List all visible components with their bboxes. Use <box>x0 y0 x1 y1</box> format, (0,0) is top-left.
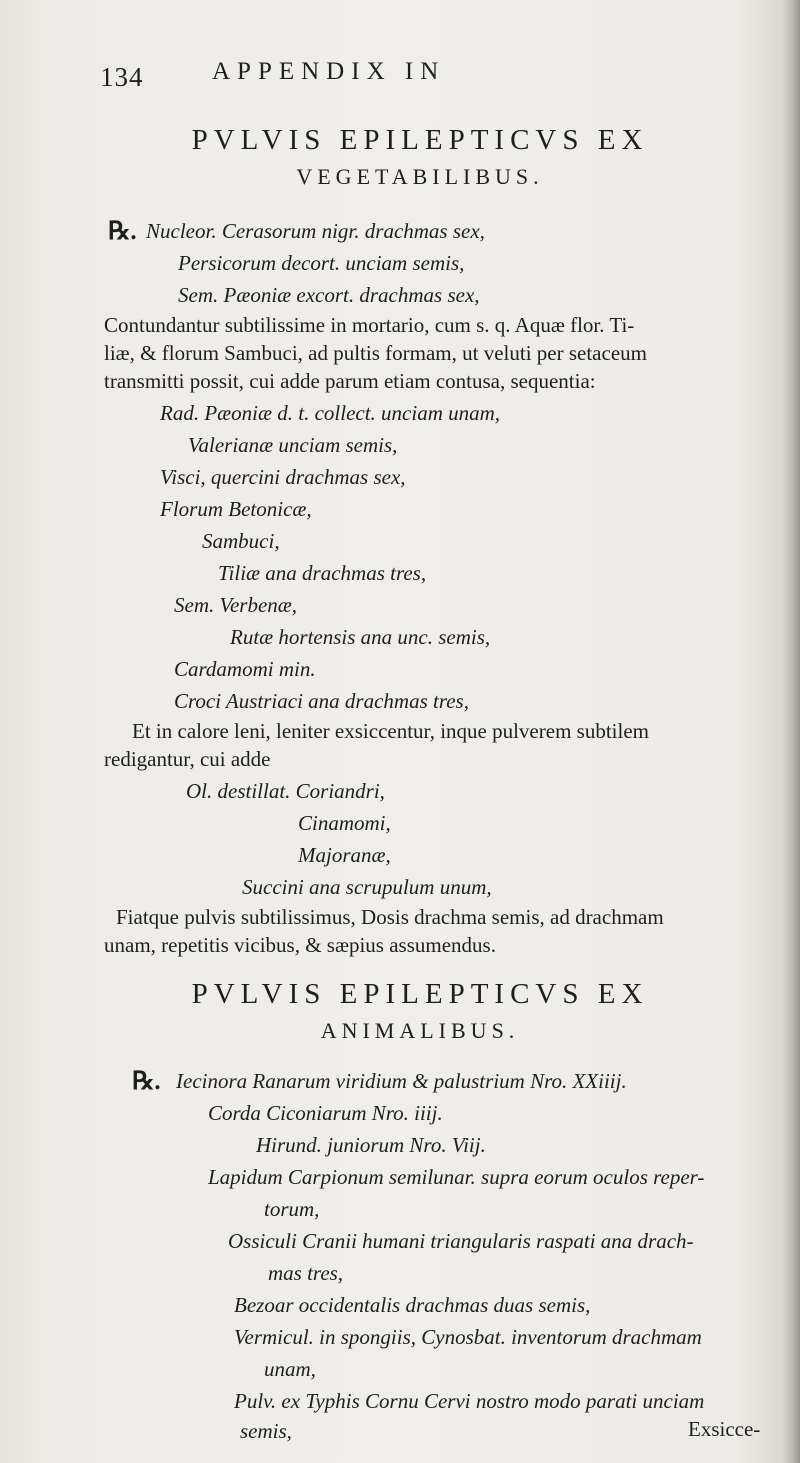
ingredient-line: Florum Betonicæ, <box>160 497 312 521</box>
ingredient-line: unam, <box>264 1357 316 1381</box>
ingredient-line: Majoranæ, <box>298 843 391 867</box>
ingredient-line: Ol. destillat. Coriandri, <box>186 779 385 803</box>
section2-subtitle: ANIMALIBUS. <box>320 1018 520 1043</box>
recipe-symbol: ℞. <box>132 1068 161 1095</box>
ingredient-line: Pulv. ex Typhis Cornu Cervi nostro modo parati unciam <box>234 1389 705 1413</box>
section1-subtitle: VEGETABILIBUS. <box>296 164 544 189</box>
ingredient-line: Sambuci, <box>202 529 280 553</box>
text-line: Et in calore leni, leniter exsiccentur, inque pulverem subtilem <box>132 719 649 743</box>
ingredient-line: Lapidum Carpionum semilunar. supra eorum oculos reper- <box>208 1165 705 1189</box>
text-line: Contundantur subtilissime in mortario, cum s. q. Aquæ flor. Ti- <box>104 313 635 337</box>
section2-title: PVLVIS EPILEPTICVS EX <box>191 978 649 1010</box>
recipe-symbol: ℞. <box>108 218 137 245</box>
ingredient-line: Rad. Pæoniæ d. t. collect. unciam unam, <box>160 401 501 425</box>
ingredient-line: Succini ana scrupulum unum, <box>242 875 492 899</box>
ingredient-line: Visci, quercini drachmas sex, <box>160 465 406 489</box>
ingredient-line: Sem. Verbenæ, <box>174 593 298 617</box>
ingredient-line: Vermicul. in spongiis, Cynosbat. inventorum drachmam <box>234 1325 702 1349</box>
page-edge-shadow <box>782 0 800 1463</box>
ingredient-line: Ossiculi Cranii humani triangularis raspati ana drach- <box>228 1229 694 1253</box>
text-line: liæ, & florum Sambuci, ad pultis formam, ut veluti per setaceum <box>104 341 647 365</box>
ingredient-line: Valerianæ unciam semis, <box>188 433 398 457</box>
ingredient-line: semis, <box>240 1419 292 1443</box>
ingredient-line: torum, <box>264 1197 320 1221</box>
ingredient-line: Nucleor. Cerasorum nigr. drachmas sex, <box>146 219 485 243</box>
running-head <box>100 58 720 98</box>
ingredient-line: Cinamomi, <box>298 811 391 835</box>
ingredient-line: Iecinora Ranarum viridium & palustrium Nro. XXiiij. <box>176 1069 627 1093</box>
ingredient-line: Bezoar occidentalis drachmas duas semis, <box>234 1293 591 1317</box>
ingredient-line: Tiliæ ana drachmas tres, <box>218 561 427 585</box>
ingredient-line: Sem. Pæoniæ excort. drachmas sex, <box>178 283 480 307</box>
ingredient-line: Cardamomi min. <box>174 657 316 681</box>
ingredient-line: mas tres, <box>268 1261 344 1285</box>
text-line: redigantur, cui adde <box>104 747 271 771</box>
ingredient-line: Hirund. juniorum Nro. Viij. <box>256 1133 486 1157</box>
text-line: transmitti possit, cui adde parum etiam contusa, sequentia: <box>104 369 596 393</box>
ingredient-line: Croci Austriaci ana drachmas tres, <box>174 689 469 713</box>
ingredient-line: Rutæ hortensis ana unc. semis, <box>230 625 491 649</box>
section1-title: PVLVIS EPILEPTICVS EX <box>191 124 649 156</box>
page-number: 134 <box>100 62 144 92</box>
text-line: Fiatque pulvis subtilissimus, Dosis drachma semis, ad drachmam <box>116 905 664 929</box>
catchword: Exsicce- <box>688 1417 761 1441</box>
ingredient-line: Persicorum decort. unciam semis, <box>178 251 465 275</box>
ingredient-line: Corda Ciconiarum Nro. iiij. <box>208 1101 443 1125</box>
running-title: APPENDIX IN <box>212 58 446 85</box>
text-line: unam, repetitis vicibus, & sæpius assumendus. <box>104 933 496 957</box>
